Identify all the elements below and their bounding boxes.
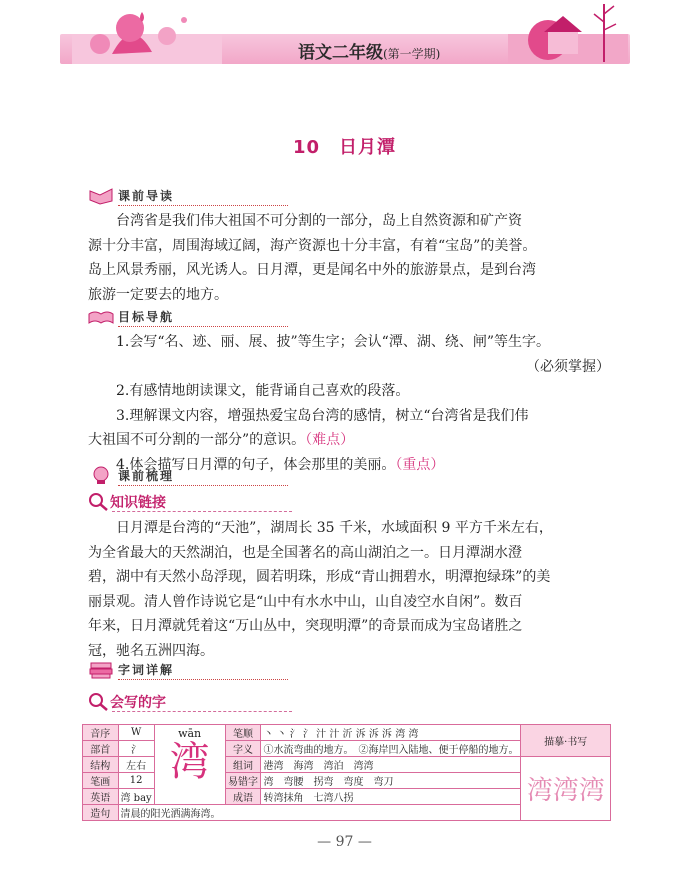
magnifier-icon [88,692,110,712]
subheading-knowledge [88,492,166,512]
book-title-text: 语文二年级 [298,43,383,63]
label-yinxu: 音序 [83,725,119,741]
label-ziyi: 字义 [225,741,261,757]
goal-item: 1.会写“名、迹、丽、展、披”等生字；会认“潭、湖、绕、闸”等生字。 [116,334,550,350]
value-bushou: 氵 [118,741,154,757]
value-chengyu: 转湾抹角 七湾八拐 [261,789,521,805]
goal-item [88,428,610,453]
flower-decoration-icon [72,6,232,68]
value-bihua: 12 [118,773,154,789]
value-jiegou: 左右 [118,757,154,773]
paragraph-line: 为全省最大的天然湖泊，也是全国著名的高山湖泊之一。日月潭湖水澄 [88,544,522,561]
value-zaoju: 清晨的阳光洒满海湾。 [118,805,521,821]
section-heading-label: 课前导读 [118,188,175,203]
goal-item: 2.有感情地朗读课文，能背诵自己喜欢的段落。 [116,383,410,399]
section-heading-label: 目标导航 [118,309,175,324]
value-yicuo: 湾 弯腰 拐弯 弯度 弯刀 [261,773,521,789]
goal-item-text: 大祖国不可分割的一部分”的意识。 [88,432,306,448]
label-bushou: 部首 [83,741,119,757]
paragraph-line: 年来，日月潭就凭着这“万山丛中，突现明潭”的奇景而成为宝岛诸胜之 [88,618,523,634]
goal-item: 3.理解课文内容，增强热爱宝岛台湾的感情，树立“台湾省是我们伟 [116,407,529,424]
label-zuci: 组词 [225,757,261,773]
page-header [0,0,689,88]
subheading-write [88,692,166,712]
goal-tag-key: （重点） [395,456,445,473]
paragraph-line: 旅游一定要去的地方。 [88,286,228,303]
subheading-label: 知识链接 [110,495,166,511]
goal-tag-difficult: （难点） [305,432,355,448]
label-yicuo: 易错字 [225,773,261,789]
paragraph-line: 岛上风景秀丽，风光诱人。日月潭，更是闻名中外的旅游景点，是到台湾 [88,262,536,278]
section-heading-goals [88,305,174,327]
value-yinxu: W [118,725,154,741]
goal-tag-required: （必须掌握） [526,358,610,375]
knowledge-text [88,516,610,663]
goal-item-text: 4.体会描写日月潭的句子，体会那里的美丽。 [116,456,396,473]
book-subtitle: (第一学期) [383,47,441,61]
paragraph-line: 源十分丰富，周围海域辽阔，海产资源也十分丰富，有着“宝岛”的美誉。 [88,237,537,254]
trace-char: 湾 [526,776,553,806]
stacked-books-icon [88,659,114,679]
lamp-icon [88,465,114,485]
value-bishun: 丶 丶 氵 氵 汁 汁 沂 泝 泝 泝 湾 湾 [261,725,521,741]
value-ziyi: ①水流弯曲的地方。 ②海岸凹入陆地、便于停船的地方。 [261,741,521,757]
book-title [298,38,440,63]
value-zuci: 港湾 海湾 湾泊 湾湾 [261,757,521,773]
section-heading-review [88,464,174,486]
house-decoration-icon [508,4,628,70]
preview-text [88,209,610,307]
char-pinyin: wān [178,727,202,740]
goals-list [88,330,610,477]
paragraph-line: 碧，湖中有天然小岛浮现，圆若明珠，形成“青山拥碧水，明潭抱绿珠”的美 [88,569,551,585]
subheading-label: 会写的字 [110,695,166,711]
section-heading-vocab [88,658,174,680]
magnifier-icon [88,492,110,512]
char-box [154,725,225,805]
trace-box[interactable] [521,757,611,821]
paragraph-line: 丽景观。清人曾作诗说它是“山中有水水中山，山自凌空水自闲”。数百 [88,593,523,610]
section-heading-label: 课前梳理 [118,468,175,483]
section-heading-label: 字词详解 [118,662,175,677]
book-icon [88,185,114,205]
character-table [82,724,611,821]
section-heading-preview [88,184,174,206]
lesson-title: 10 日月潭 [292,137,397,158]
trace-char: 湾 [578,776,605,806]
label-chengyu: 成语 [225,789,261,805]
label-jiegou: 结构 [83,757,119,773]
label-zaoju: 造句 [83,805,119,821]
char-main: 湾 [169,739,210,785]
paragraph-line: 台湾省是我们伟大祖国不可分割的一部分，岛上自然资源和矿产资 [116,213,522,229]
page-number: — 97 — [317,834,372,850]
label-miaomo: 描摹·书写 [521,725,611,757]
open-book-icon [88,306,114,326]
label-bishun: 笔顺 [225,725,261,741]
label-yingyu: 英语 [83,789,119,805]
paragraph-line: 冠，驰名五洲四海。 [88,642,214,659]
label-bihua: 笔画 [83,773,119,789]
paragraph-line: 日月潭是台湾的“天池”，湖周长 35 千米，水域面积 9 平方千米左右， [116,520,553,536]
value-yingyu: 湾 bay [118,789,154,805]
trace-char: 湾 [552,776,579,806]
